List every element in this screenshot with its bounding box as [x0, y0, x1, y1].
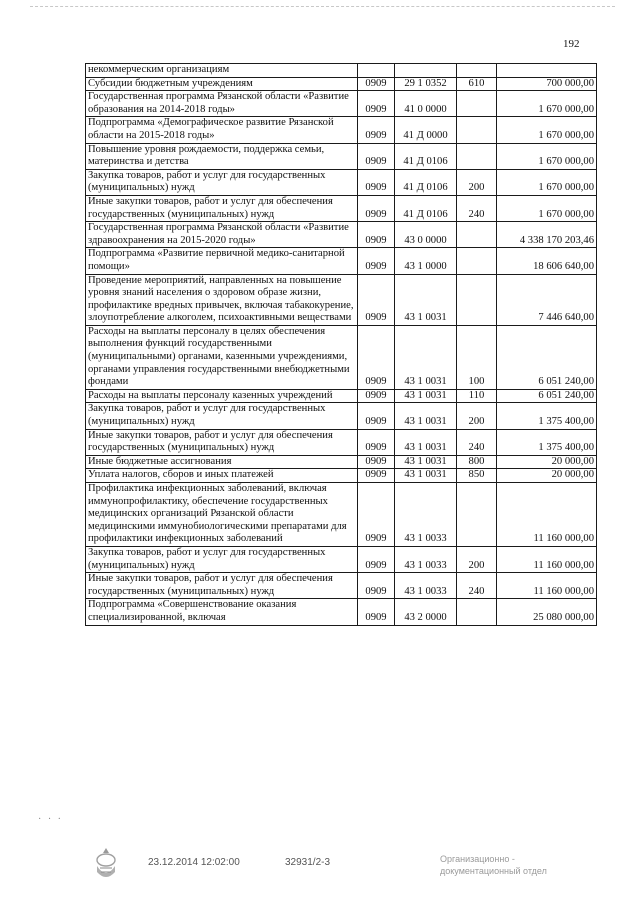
row-target-code-cell: 41 Д 0106 — [395, 143, 457, 169]
table-row — [86, 274, 597, 325]
table-row — [86, 573, 597, 599]
row-section-cell: 0909 — [358, 77, 395, 91]
row-sum-cell: 1 670 000,00 — [497, 195, 597, 221]
row-target-code-cell: 43 1 0031 — [395, 403, 457, 429]
row-name-cell: Субсидии бюджетным учреждениям — [86, 77, 358, 91]
row-name-cell: Иные закупки товаров, работ и услуг для обеспечения государственных (муниципальных) нужд — [86, 573, 358, 599]
row-section-cell: 0909 — [358, 143, 395, 169]
budget-table-body — [86, 64, 597, 626]
row-expense-type-cell — [457, 117, 497, 143]
row-expense-type-cell: 850 — [457, 469, 497, 483]
row-sum-cell: 11 160 000,00 — [497, 546, 597, 572]
footer-datetime: 23.12.2014 12:02:00 — [148, 857, 240, 868]
row-target-code-cell: 43 1 0031 — [395, 325, 457, 389]
row-expense-type-cell — [457, 143, 497, 169]
table-row — [86, 455, 597, 469]
stamp-line-2: документационный отдел — [440, 866, 547, 876]
row-name-cell: Иные закупки товаров, работ и услуг для обеспечения государственных (муниципальных) нужд — [86, 429, 358, 455]
table-row — [86, 64, 597, 78]
row-name-cell: Профилактика инфекционных заболеваний, включая иммунопрофилактику, обеспечение государственных медицинских организаций Рязанской области медицинскими иммунобиологическими препаратами для профилактики инфекционных заболеваний — [86, 483, 358, 547]
table-row — [86, 325, 597, 389]
row-target-code-cell: 43 0 0000 — [395, 222, 457, 248]
table-row — [86, 143, 597, 169]
row-sum-cell: 7 446 640,00 — [497, 274, 597, 325]
row-name-cell: Закупка товаров, работ и услуг для государственных (муниципальных) нужд — [86, 403, 358, 429]
row-target-code-cell: 43 1 0031 — [395, 455, 457, 469]
row-name-cell: Расходы на выплаты персоналу казенных учреждений — [86, 389, 358, 403]
table-row — [86, 117, 597, 143]
row-expense-type-cell: 610 — [457, 77, 497, 91]
row-target-code-cell: 41 0 0000 — [395, 91, 457, 117]
row-target-code-cell: 43 1 0000 — [395, 248, 457, 274]
row-sum-cell: 20 000,00 — [497, 455, 597, 469]
coat-of-arms-emblem-icon — [92, 846, 120, 882]
row-name-cell: Подпрограмма «Совершенствование оказания специализированной, включая — [86, 599, 358, 625]
row-name-cell: Подпрограмма «Развитие первичной медико-санитарной помощи» — [86, 248, 358, 274]
row-section-cell: 0909 — [358, 483, 395, 547]
row-section-cell: 0909 — [358, 599, 395, 625]
row-section-cell: 0909 — [358, 222, 395, 248]
row-expense-type-cell: 200 — [457, 169, 497, 195]
table-row — [86, 91, 597, 117]
table-row — [86, 599, 597, 625]
table-row — [86, 389, 597, 403]
row-sum-cell: 1 670 000,00 — [497, 169, 597, 195]
row-section-cell: 0909 — [358, 455, 395, 469]
row-section-cell: 0909 — [358, 389, 395, 403]
row-expense-type-cell: 240 — [457, 573, 497, 599]
row-sum-cell: 6 051 240,00 — [497, 325, 597, 389]
row-sum-cell: 700 000,00 — [497, 77, 597, 91]
row-section-cell: 0909 — [358, 546, 395, 572]
row-target-code-cell: 43 1 0033 — [395, 573, 457, 599]
row-target-code-cell: 43 1 0033 — [395, 483, 457, 547]
row-sum-cell: 4 338 170 203,46 — [497, 222, 597, 248]
row-name-cell: Подпрограмма «Демографическое развитие Рязанской области на 2015-2018 годы» — [86, 117, 358, 143]
row-name-cell: Расходы на выплаты персоналу в целях обеспечения выполнения функций государственными (муниципальными) органами, казенными учреждениями, органами управления государственными внебюджетными фондами — [86, 325, 358, 389]
row-target-code-cell: 43 1 0031 — [395, 274, 457, 325]
row-expense-type-cell — [457, 248, 497, 274]
row-sum-cell — [497, 64, 597, 78]
row-expense-type-cell — [457, 274, 497, 325]
table-row — [86, 248, 597, 274]
row-target-code-cell: 43 1 0033 — [395, 546, 457, 572]
row-sum-cell: 1 375 400,00 — [497, 403, 597, 429]
row-expense-type-cell: 240 — [457, 195, 497, 221]
row-section-cell: 0909 — [358, 248, 395, 274]
row-name-cell: Повышение уровня рождаемости, поддержка семьи, материнства и детства — [86, 143, 358, 169]
margin-mark: · · · — [38, 814, 63, 825]
row-target-code-cell: 41 Д 0106 — [395, 169, 457, 195]
row-expense-type-cell — [457, 222, 497, 248]
row-sum-cell: 18 606 640,00 — [497, 248, 597, 274]
table-row — [86, 469, 597, 483]
row-name-cell: Иные бюджетные ассигнования — [86, 455, 358, 469]
row-name-cell: Иные закупки товаров, работ и услуг для обеспечения государственных (муниципальных) нужд — [86, 195, 358, 221]
budget-table — [85, 63, 597, 626]
row-expense-type-cell — [457, 64, 497, 78]
table-row — [86, 169, 597, 195]
row-expense-type-cell: 240 — [457, 429, 497, 455]
top-scan-rule — [30, 6, 615, 7]
row-section-cell — [358, 64, 395, 78]
row-name-cell: Государственная программа Рязанской области «Развитие образования на 2014-2018 годы» — [86, 91, 358, 117]
row-sum-cell: 1 670 000,00 — [497, 117, 597, 143]
row-name-cell: Государственная программа Рязанской области «Развитие здравоохранения на 2015-2020 годы» — [86, 222, 358, 248]
row-sum-cell: 1 670 000,00 — [497, 91, 597, 117]
department-stamp — [440, 853, 547, 877]
row-sum-cell: 25 080 000,00 — [497, 599, 597, 625]
row-section-cell: 0909 — [358, 429, 395, 455]
row-sum-cell: 1 670 000,00 — [497, 143, 597, 169]
row-section-cell: 0909 — [358, 573, 395, 599]
row-target-code-cell: 41 Д 0000 — [395, 117, 457, 143]
row-sum-cell: 11 160 000,00 — [497, 483, 597, 547]
stamp-line-1: Организационно - — [440, 854, 515, 864]
row-expense-type-cell: 100 — [457, 325, 497, 389]
row-expense-type-cell — [457, 483, 497, 547]
row-section-cell: 0909 — [358, 403, 395, 429]
row-section-cell: 0909 — [358, 325, 395, 389]
row-target-code-cell — [395, 64, 457, 78]
row-expense-type-cell: 800 — [457, 455, 497, 469]
row-target-code-cell: 43 1 0031 — [395, 389, 457, 403]
page-number: 192 — [563, 38, 580, 50]
table-row — [86, 483, 597, 547]
row-name-cell: Закупка товаров, работ и услуг для государственных (муниципальных) нужд — [86, 169, 358, 195]
row-expense-type-cell: 200 — [457, 403, 497, 429]
row-section-cell: 0909 — [358, 117, 395, 143]
row-section-cell: 0909 — [358, 469, 395, 483]
row-name-cell: Закупка товаров, работ и услуг для государственных (муниципальных) нужд — [86, 546, 358, 572]
table-row — [86, 222, 597, 248]
row-name-cell: Проведение мероприятий, направленных на повышение уровня знаний населения о здоровом образе жизни, профилактике вредных привычек, включая табакокурение, злоупотребление алкоголем, психоактивными веществами — [86, 274, 358, 325]
row-target-code-cell: 29 1 0352 — [395, 77, 457, 91]
row-name-cell: Уплата налогов, сборов и иных платежей — [86, 469, 358, 483]
row-sum-cell: 1 375 400,00 — [497, 429, 597, 455]
row-sum-cell: 11 160 000,00 — [497, 573, 597, 599]
table-row — [86, 195, 597, 221]
table-row — [86, 429, 597, 455]
footer-document-number: 32931/2-3 — [285, 857, 331, 868]
row-expense-type-cell — [457, 91, 497, 117]
row-expense-type-cell: 110 — [457, 389, 497, 403]
row-target-code-cell: 43 1 0031 — [395, 469, 457, 483]
table-row — [86, 77, 597, 91]
row-target-code-cell: 43 2 0000 — [395, 599, 457, 625]
row-section-cell: 0909 — [358, 169, 395, 195]
row-section-cell: 0909 — [358, 91, 395, 117]
row-sum-cell: 6 051 240,00 — [497, 389, 597, 403]
table-row — [86, 403, 597, 429]
row-sum-cell: 20 000,00 — [497, 469, 597, 483]
row-expense-type-cell — [457, 599, 497, 625]
row-target-code-cell: 41 Д 0106 — [395, 195, 457, 221]
row-name-cell: некоммерческим организациям — [86, 64, 358, 78]
row-expense-type-cell: 200 — [457, 546, 497, 572]
row-section-cell: 0909 — [358, 274, 395, 325]
row-target-code-cell: 43 1 0031 — [395, 429, 457, 455]
row-section-cell: 0909 — [358, 195, 395, 221]
table-row — [86, 546, 597, 572]
